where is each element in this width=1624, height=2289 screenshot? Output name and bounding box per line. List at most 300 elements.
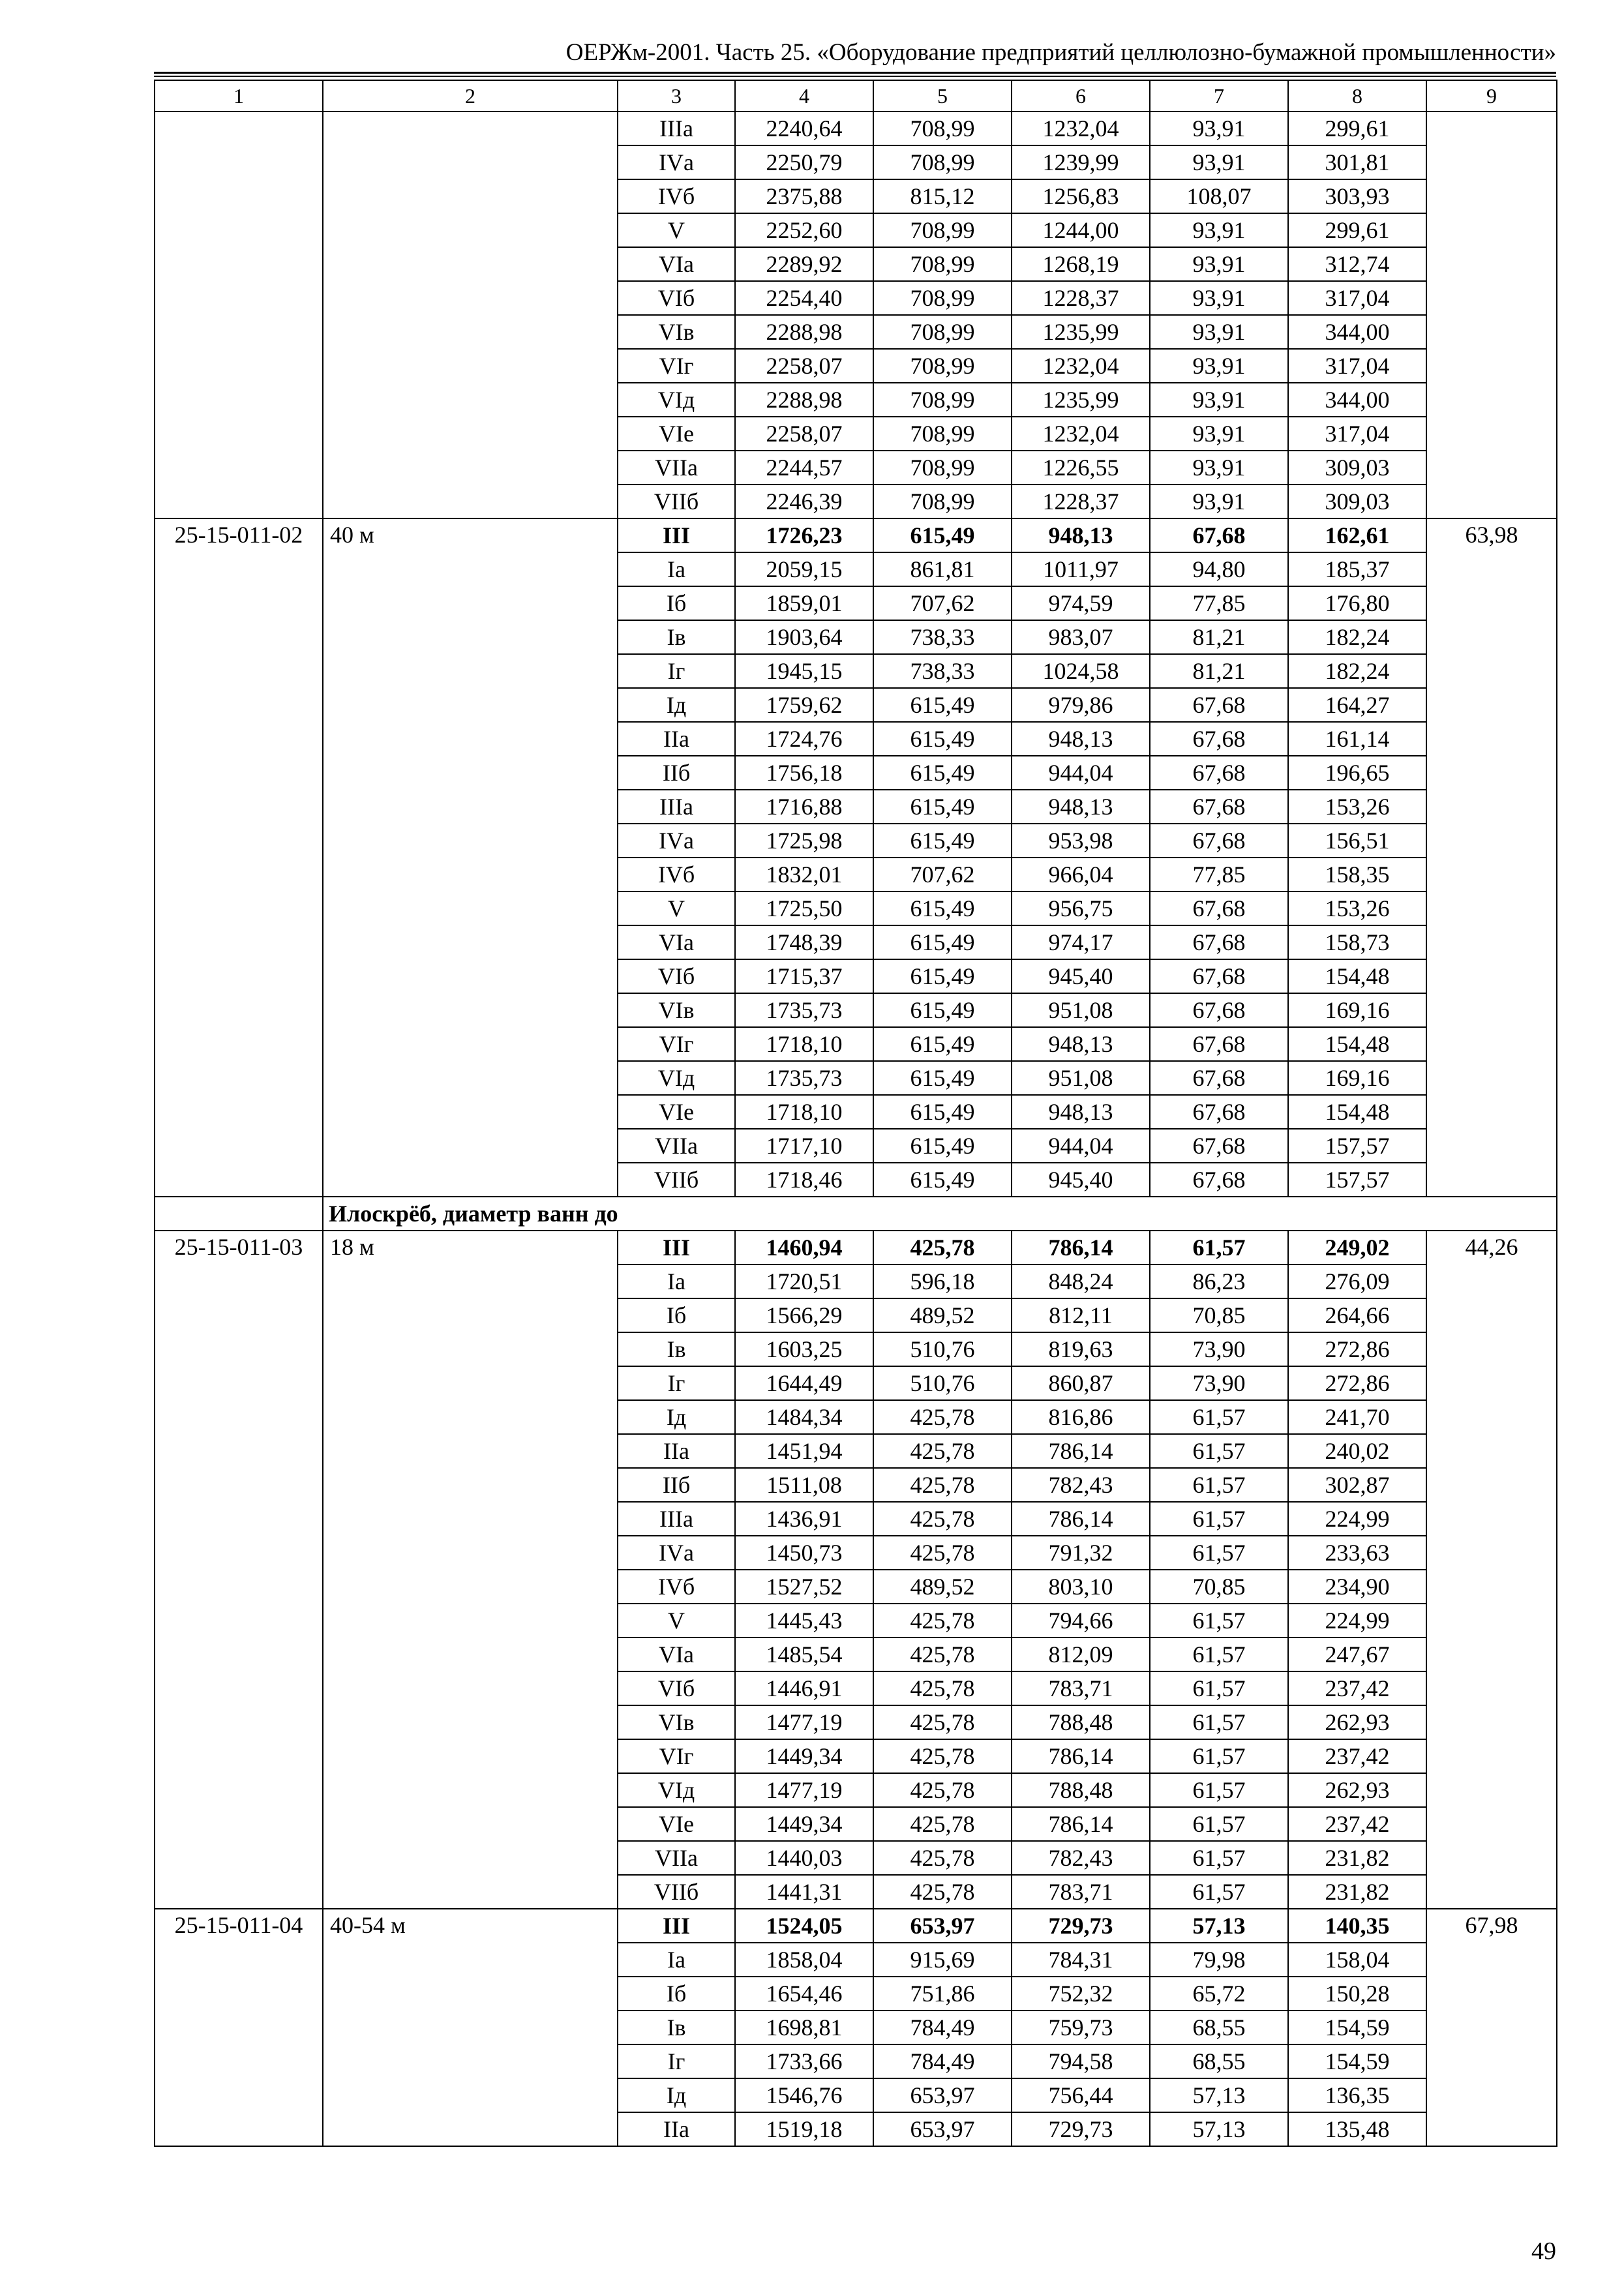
table-row bbox=[155, 518, 1557, 552]
value-cell: 309,03 bbox=[1288, 451, 1426, 485]
value-cell: 708,99 bbox=[873, 145, 1012, 179]
value-cell: 317,04 bbox=[1288, 281, 1426, 315]
code-cell: Iв bbox=[618, 620, 735, 654]
code-cell: VIIб bbox=[618, 1875, 735, 1909]
value-cell: 81,21 bbox=[1150, 620, 1288, 654]
rate-name bbox=[323, 112, 618, 518]
value-cell: 312,74 bbox=[1288, 247, 1426, 281]
value-cell: 729,73 bbox=[1012, 2112, 1150, 2146]
value-cell: 1759,62 bbox=[735, 688, 873, 722]
value-cell: 948,13 bbox=[1012, 790, 1150, 824]
value-cell: 948,13 bbox=[1012, 518, 1150, 552]
value-cell: 1715,37 bbox=[735, 959, 873, 993]
value-cell: 1477,19 bbox=[735, 1773, 873, 1807]
value-cell: 136,35 bbox=[1288, 2078, 1426, 2112]
value-cell: 344,00 bbox=[1288, 315, 1426, 349]
column-number-cell: 8 bbox=[1288, 80, 1426, 112]
value-cell: 57,13 bbox=[1150, 1909, 1288, 1943]
value-cell: 61,57 bbox=[1150, 1468, 1288, 1502]
value-cell: 708,99 bbox=[873, 213, 1012, 247]
value-cell: 272,86 bbox=[1288, 1332, 1426, 1366]
value-cell: 61,57 bbox=[1150, 1231, 1288, 1264]
code-cell: Iд bbox=[618, 2078, 735, 2112]
table-body bbox=[155, 80, 1557, 2146]
value-cell: 953,98 bbox=[1012, 824, 1150, 858]
rate-name: 40 м bbox=[323, 518, 618, 1197]
value-cell: 738,33 bbox=[873, 654, 1012, 688]
value-cell: 1748,39 bbox=[735, 925, 873, 959]
value-cell: 93,91 bbox=[1150, 349, 1288, 383]
value-cell: 1698,81 bbox=[735, 2011, 873, 2044]
value-cell: 510,76 bbox=[873, 1366, 1012, 1400]
value-cell: 2289,92 bbox=[735, 247, 873, 281]
value-cell: 154,48 bbox=[1288, 1095, 1426, 1129]
value-cell: 1449,34 bbox=[735, 1807, 873, 1841]
value-cell: 237,42 bbox=[1288, 1739, 1426, 1773]
value-cell: 162,61 bbox=[1288, 518, 1426, 552]
code-cell: IVб bbox=[618, 1570, 735, 1604]
value-cell: 1756,18 bbox=[735, 756, 873, 790]
value-cell: 1011,97 bbox=[1012, 552, 1150, 586]
code-cell: IIа bbox=[618, 2112, 735, 2146]
value-cell: 708,99 bbox=[873, 349, 1012, 383]
value-cell: 262,93 bbox=[1288, 1705, 1426, 1739]
value-cell: 1654,46 bbox=[735, 1977, 873, 2011]
value-cell: 1735,73 bbox=[735, 1061, 873, 1095]
value-cell: 786,14 bbox=[1012, 1231, 1150, 1264]
value-cell: 788,48 bbox=[1012, 1705, 1150, 1739]
code-cell: Iб bbox=[618, 586, 735, 620]
code-cell: VIIа bbox=[618, 1841, 735, 1875]
code-cell: VIв bbox=[618, 993, 735, 1027]
value-cell: 425,78 bbox=[873, 1604, 1012, 1638]
code-cell: V bbox=[618, 1604, 735, 1638]
value-cell: 1485,54 bbox=[735, 1638, 873, 1671]
value-cell: 61,57 bbox=[1150, 1705, 1288, 1739]
value-cell: 154,48 bbox=[1288, 1027, 1426, 1061]
code-cell: VIIб bbox=[618, 1163, 735, 1197]
value-cell: 1235,99 bbox=[1012, 315, 1150, 349]
table-row bbox=[155, 112, 1557, 145]
value-cell: 224,99 bbox=[1288, 1502, 1426, 1536]
value-cell: 2375,88 bbox=[735, 179, 873, 213]
value-cell: 791,32 bbox=[1012, 1536, 1150, 1570]
column-9-value: 67,98 bbox=[1426, 1909, 1557, 2146]
value-cell: 653,97 bbox=[873, 1909, 1012, 1943]
value-cell: 61,57 bbox=[1150, 1807, 1288, 1841]
value-cell: 67,68 bbox=[1150, 925, 1288, 959]
value-cell: 1724,76 bbox=[735, 722, 873, 756]
value-cell: 615,49 bbox=[873, 993, 1012, 1027]
value-cell: 1859,01 bbox=[735, 586, 873, 620]
code-cell: IIIа bbox=[618, 790, 735, 824]
value-cell: 1720,51 bbox=[735, 1264, 873, 1298]
value-cell: 956,75 bbox=[1012, 891, 1150, 925]
value-cell: 782,43 bbox=[1012, 1468, 1150, 1502]
value-cell: 93,91 bbox=[1150, 145, 1288, 179]
code-cell: VIг bbox=[618, 349, 735, 383]
value-cell: 158,04 bbox=[1288, 1943, 1426, 1977]
value-cell: 67,68 bbox=[1150, 824, 1288, 858]
value-cell: 154,48 bbox=[1288, 959, 1426, 993]
value-cell: 94,80 bbox=[1150, 552, 1288, 586]
value-cell: 67,68 bbox=[1150, 722, 1288, 756]
value-cell: 783,71 bbox=[1012, 1875, 1150, 1909]
value-cell: 816,86 bbox=[1012, 1400, 1150, 1434]
value-cell: 93,91 bbox=[1150, 485, 1288, 518]
value-cell: 93,91 bbox=[1150, 383, 1288, 417]
value-cell: 615,49 bbox=[873, 518, 1012, 552]
value-cell: 317,04 bbox=[1288, 349, 1426, 383]
value-cell: 150,28 bbox=[1288, 1977, 1426, 2011]
value-cell: 169,16 bbox=[1288, 993, 1426, 1027]
value-cell: 425,78 bbox=[873, 1841, 1012, 1875]
value-cell: 782,43 bbox=[1012, 1841, 1150, 1875]
code-cell: Iв bbox=[618, 1332, 735, 1366]
value-cell: 708,99 bbox=[873, 281, 1012, 315]
code-cell: VIIа bbox=[618, 1129, 735, 1163]
value-cell: 1477,19 bbox=[735, 1705, 873, 1739]
code-cell: VIе bbox=[618, 1095, 735, 1129]
code-cell: Iа bbox=[618, 1264, 735, 1298]
value-cell: 67,68 bbox=[1150, 1061, 1288, 1095]
code-cell: Iа bbox=[618, 552, 735, 586]
value-cell: 489,52 bbox=[873, 1298, 1012, 1332]
value-cell: 615,49 bbox=[873, 1027, 1012, 1061]
value-cell: 1858,04 bbox=[735, 1943, 873, 1977]
value-cell: 615,49 bbox=[873, 1095, 1012, 1129]
value-cell: 1644,49 bbox=[735, 1366, 873, 1400]
column-number-cell: 2 bbox=[323, 80, 618, 112]
code-cell: VIIб bbox=[618, 485, 735, 518]
value-cell: 1235,99 bbox=[1012, 383, 1150, 417]
value-cell: 61,57 bbox=[1150, 1604, 1288, 1638]
value-cell: 1484,34 bbox=[735, 1400, 873, 1434]
value-cell: 79,98 bbox=[1150, 1943, 1288, 1977]
code-cell: Iд bbox=[618, 1400, 735, 1434]
value-cell: 966,04 bbox=[1012, 858, 1150, 891]
value-cell: 1228,37 bbox=[1012, 485, 1150, 518]
value-cell: 240,02 bbox=[1288, 1434, 1426, 1468]
value-cell: 176,80 bbox=[1288, 586, 1426, 620]
value-cell: 2258,07 bbox=[735, 417, 873, 451]
value-cell: 61,57 bbox=[1150, 1671, 1288, 1705]
value-cell: 57,13 bbox=[1150, 2078, 1288, 2112]
value-cell: 1718,10 bbox=[735, 1095, 873, 1129]
value-cell: 77,85 bbox=[1150, 586, 1288, 620]
value-cell: 61,57 bbox=[1150, 1502, 1288, 1536]
value-cell: 164,27 bbox=[1288, 688, 1426, 722]
value-cell: 2252,60 bbox=[735, 213, 873, 247]
value-cell: 61,57 bbox=[1150, 1875, 1288, 1909]
value-cell: 944,04 bbox=[1012, 1129, 1150, 1163]
value-cell: 2288,98 bbox=[735, 383, 873, 417]
value-cell: 161,14 bbox=[1288, 722, 1426, 756]
column-number-cell: 6 bbox=[1012, 80, 1150, 112]
value-cell: 784,49 bbox=[873, 2044, 1012, 2078]
value-cell: 815,12 bbox=[873, 179, 1012, 213]
value-cell: 234,90 bbox=[1288, 1570, 1426, 1604]
value-cell: 708,99 bbox=[873, 112, 1012, 145]
value-cell: 67,68 bbox=[1150, 1129, 1288, 1163]
value-cell: 615,49 bbox=[873, 891, 1012, 925]
value-cell: 979,86 bbox=[1012, 688, 1150, 722]
value-cell: 1519,18 bbox=[735, 2112, 873, 2146]
code-cell: VIб bbox=[618, 1671, 735, 1705]
group-title-row bbox=[155, 1197, 1557, 1231]
column-number-cell: 5 bbox=[873, 80, 1012, 112]
value-cell: 615,49 bbox=[873, 824, 1012, 858]
value-cell: 196,65 bbox=[1288, 756, 1426, 790]
value-cell: 61,57 bbox=[1150, 1841, 1288, 1875]
value-cell: 786,14 bbox=[1012, 1739, 1150, 1773]
value-cell: 61,57 bbox=[1150, 1739, 1288, 1773]
value-cell: 67,68 bbox=[1150, 1095, 1288, 1129]
value-cell: 738,33 bbox=[873, 620, 1012, 654]
value-cell: 786,14 bbox=[1012, 1807, 1150, 1841]
code-cell: IVа bbox=[618, 145, 735, 179]
document-header-title: ОЕРЖм-2001. Часть 25. «Оборудование предприятий целлюлозно-бумажной промышленности» bbox=[565, 39, 1556, 66]
table-row bbox=[155, 1231, 1557, 1264]
value-cell: 948,13 bbox=[1012, 722, 1150, 756]
value-cell: 983,07 bbox=[1012, 620, 1150, 654]
value-cell: 915,69 bbox=[873, 1943, 1012, 1977]
value-cell: 67,68 bbox=[1150, 891, 1288, 925]
value-cell: 86,23 bbox=[1150, 1264, 1288, 1298]
group-title: Илоскрёб, диаметр ванн до bbox=[323, 1197, 1557, 1231]
value-cell: 2240,64 bbox=[735, 112, 873, 145]
value-cell: 301,81 bbox=[1288, 145, 1426, 179]
value-cell: 812,11 bbox=[1012, 1298, 1150, 1332]
value-cell: 224,99 bbox=[1288, 1604, 1426, 1638]
value-cell: 860,87 bbox=[1012, 1366, 1150, 1400]
column-9-value bbox=[1426, 112, 1557, 518]
code-cell: IVа bbox=[618, 1536, 735, 1570]
code-cell: IIб bbox=[618, 1468, 735, 1502]
value-cell: 848,24 bbox=[1012, 1264, 1150, 1298]
value-cell: 615,49 bbox=[873, 925, 1012, 959]
value-cell: 1244,00 bbox=[1012, 213, 1150, 247]
rate-code: 25-15-011-04 bbox=[155, 1909, 323, 2146]
value-cell: 264,66 bbox=[1288, 1298, 1426, 1332]
value-cell: 425,78 bbox=[873, 1739, 1012, 1773]
value-cell: 948,13 bbox=[1012, 1027, 1150, 1061]
value-cell: 158,73 bbox=[1288, 925, 1426, 959]
value-cell: 135,48 bbox=[1288, 2112, 1426, 2146]
value-cell: 276,09 bbox=[1288, 1264, 1426, 1298]
value-cell: 783,71 bbox=[1012, 1671, 1150, 1705]
value-cell: 81,21 bbox=[1150, 654, 1288, 688]
value-cell: 708,99 bbox=[873, 485, 1012, 518]
code-cell: Iг bbox=[618, 1366, 735, 1400]
value-cell: 974,59 bbox=[1012, 586, 1150, 620]
value-cell: 596,18 bbox=[873, 1264, 1012, 1298]
code-cell: IIа bbox=[618, 1434, 735, 1468]
code-cell: V bbox=[618, 213, 735, 247]
value-cell: 425,78 bbox=[873, 1807, 1012, 1841]
group-empty-cell bbox=[155, 1197, 323, 1231]
value-cell: 2059,15 bbox=[735, 552, 873, 586]
value-cell: 615,49 bbox=[873, 1129, 1012, 1163]
value-cell: 615,49 bbox=[873, 688, 1012, 722]
value-cell: 615,49 bbox=[873, 959, 1012, 993]
value-cell: 1566,29 bbox=[735, 1298, 873, 1332]
page-number: 49 bbox=[1531, 2237, 1556, 2265]
value-cell: 425,78 bbox=[873, 1536, 1012, 1570]
value-cell: 803,10 bbox=[1012, 1570, 1150, 1604]
value-cell: 1524,05 bbox=[735, 1909, 873, 1943]
value-cell: 784,31 bbox=[1012, 1943, 1150, 1977]
code-cell: VIв bbox=[618, 1705, 735, 1739]
column-number-cell: 3 bbox=[618, 80, 735, 112]
value-cell: 153,26 bbox=[1288, 891, 1426, 925]
value-cell: 615,49 bbox=[873, 1061, 1012, 1095]
value-cell: 68,55 bbox=[1150, 2044, 1288, 2078]
value-cell: 1436,91 bbox=[735, 1502, 873, 1536]
value-cell: 861,81 bbox=[873, 552, 1012, 586]
value-cell: 2244,57 bbox=[735, 451, 873, 485]
value-cell: 1232,04 bbox=[1012, 417, 1150, 451]
value-cell: 67,68 bbox=[1150, 790, 1288, 824]
value-cell: 751,86 bbox=[873, 1977, 1012, 2011]
value-cell: 752,32 bbox=[1012, 1977, 1150, 2011]
value-cell: 185,37 bbox=[1288, 552, 1426, 586]
value-cell: 1446,91 bbox=[735, 1671, 873, 1705]
value-cell: 61,57 bbox=[1150, 1638, 1288, 1671]
value-cell: 169,16 bbox=[1288, 1061, 1426, 1095]
value-cell: 786,14 bbox=[1012, 1502, 1150, 1536]
value-cell: 708,99 bbox=[873, 383, 1012, 417]
value-cell: 1945,15 bbox=[735, 654, 873, 688]
value-cell: 1903,64 bbox=[735, 620, 873, 654]
value-cell: 2246,39 bbox=[735, 485, 873, 518]
value-cell: 756,44 bbox=[1012, 2078, 1150, 2112]
value-cell: 425,78 bbox=[873, 1231, 1012, 1264]
value-cell: 61,57 bbox=[1150, 1434, 1288, 1468]
value-cell: 794,66 bbox=[1012, 1604, 1150, 1638]
column-number-cell: 1 bbox=[155, 80, 323, 112]
value-cell: 344,00 bbox=[1288, 383, 1426, 417]
value-cell: 1451,94 bbox=[735, 1434, 873, 1468]
value-cell: 249,02 bbox=[1288, 1231, 1426, 1264]
value-cell: 182,24 bbox=[1288, 654, 1426, 688]
column-number-cell: 7 bbox=[1150, 80, 1288, 112]
value-cell: 425,78 bbox=[873, 1705, 1012, 1739]
value-cell: 1832,01 bbox=[735, 858, 873, 891]
value-cell: 653,97 bbox=[873, 2112, 1012, 2146]
value-cell: 231,82 bbox=[1288, 1875, 1426, 1909]
value-cell: 237,42 bbox=[1288, 1671, 1426, 1705]
value-cell: 510,76 bbox=[873, 1332, 1012, 1366]
value-cell: 247,67 bbox=[1288, 1638, 1426, 1671]
value-cell: 231,82 bbox=[1288, 1841, 1426, 1875]
value-cell: 70,85 bbox=[1150, 1298, 1288, 1332]
column-number-cell: 4 bbox=[735, 80, 873, 112]
value-cell: 2254,40 bbox=[735, 281, 873, 315]
value-cell: 951,08 bbox=[1012, 993, 1150, 1027]
code-cell: VIIа bbox=[618, 451, 735, 485]
value-cell: 61,57 bbox=[1150, 1400, 1288, 1434]
value-cell: 707,62 bbox=[873, 586, 1012, 620]
value-cell: 67,68 bbox=[1150, 993, 1288, 1027]
value-cell: 708,99 bbox=[873, 451, 1012, 485]
code-cell: IIIа bbox=[618, 1502, 735, 1536]
value-cell: 708,99 bbox=[873, 315, 1012, 349]
value-cell: 945,40 bbox=[1012, 1163, 1150, 1197]
value-cell: 93,91 bbox=[1150, 112, 1288, 145]
code-cell: IVа bbox=[618, 824, 735, 858]
value-cell: 93,91 bbox=[1150, 247, 1288, 281]
value-cell: 615,49 bbox=[873, 722, 1012, 756]
value-cell: 1450,73 bbox=[735, 1536, 873, 1570]
value-cell: 65,72 bbox=[1150, 1977, 1288, 2011]
value-cell: 299,61 bbox=[1288, 213, 1426, 247]
value-cell: 1726,23 bbox=[735, 518, 873, 552]
value-cell: 974,17 bbox=[1012, 925, 1150, 959]
value-cell: 70,85 bbox=[1150, 1570, 1288, 1604]
value-cell: 944,04 bbox=[1012, 756, 1150, 790]
value-cell: 93,91 bbox=[1150, 281, 1288, 315]
value-cell: 1718,10 bbox=[735, 1027, 873, 1061]
value-cell: 425,78 bbox=[873, 1773, 1012, 1807]
value-cell: 67,68 bbox=[1150, 1027, 1288, 1061]
value-cell: 67,68 bbox=[1150, 756, 1288, 790]
code-cell: Iб bbox=[618, 1977, 735, 2011]
value-cell: 1239,99 bbox=[1012, 145, 1150, 179]
value-cell: 784,49 bbox=[873, 2011, 1012, 2044]
value-cell: 1733,66 bbox=[735, 2044, 873, 2078]
code-cell: Iб bbox=[618, 1298, 735, 1332]
value-cell: 303,93 bbox=[1288, 179, 1426, 213]
value-cell: 708,99 bbox=[873, 417, 1012, 451]
code-cell: Iа bbox=[618, 1943, 735, 1977]
value-cell: 1718,46 bbox=[735, 1163, 873, 1197]
value-cell: 1511,08 bbox=[735, 1468, 873, 1502]
value-cell: 1441,31 bbox=[735, 1875, 873, 1909]
code-cell: III bbox=[618, 1231, 735, 1264]
value-cell: 61,57 bbox=[1150, 1773, 1288, 1807]
value-cell: 2258,07 bbox=[735, 349, 873, 383]
value-cell: 57,13 bbox=[1150, 2112, 1288, 2146]
value-cell: 93,91 bbox=[1150, 417, 1288, 451]
column-9-value: 44,26 bbox=[1426, 1231, 1557, 1909]
value-cell: 93,91 bbox=[1150, 315, 1288, 349]
value-cell: 819,63 bbox=[1012, 1332, 1150, 1366]
value-cell: 708,99 bbox=[873, 247, 1012, 281]
code-cell: VIд bbox=[618, 1061, 735, 1095]
column-number-row bbox=[155, 80, 1557, 112]
value-cell: 73,90 bbox=[1150, 1332, 1288, 1366]
value-cell: 653,97 bbox=[873, 2078, 1012, 2112]
code-cell: VIг bbox=[618, 1739, 735, 1773]
code-cell: VIе bbox=[618, 1807, 735, 1841]
value-cell: 945,40 bbox=[1012, 959, 1150, 993]
code-cell: IIIа bbox=[618, 112, 735, 145]
table-row bbox=[155, 1909, 1557, 1943]
value-cell: 812,09 bbox=[1012, 1638, 1150, 1671]
code-cell: VIб bbox=[618, 281, 735, 315]
column-number-cell: 9 bbox=[1426, 80, 1557, 112]
value-cell: 61,57 bbox=[1150, 1536, 1288, 1570]
value-cell: 1445,43 bbox=[735, 1604, 873, 1638]
value-cell: 140,35 bbox=[1288, 1909, 1426, 1943]
value-cell: 1725,98 bbox=[735, 824, 873, 858]
value-cell: 1024,58 bbox=[1012, 654, 1150, 688]
rate-name: 18 м bbox=[323, 1231, 618, 1909]
value-cell: 182,24 bbox=[1288, 620, 1426, 654]
value-cell: 67,68 bbox=[1150, 1163, 1288, 1197]
rate-code: 25-15-011-03 bbox=[155, 1231, 323, 1909]
